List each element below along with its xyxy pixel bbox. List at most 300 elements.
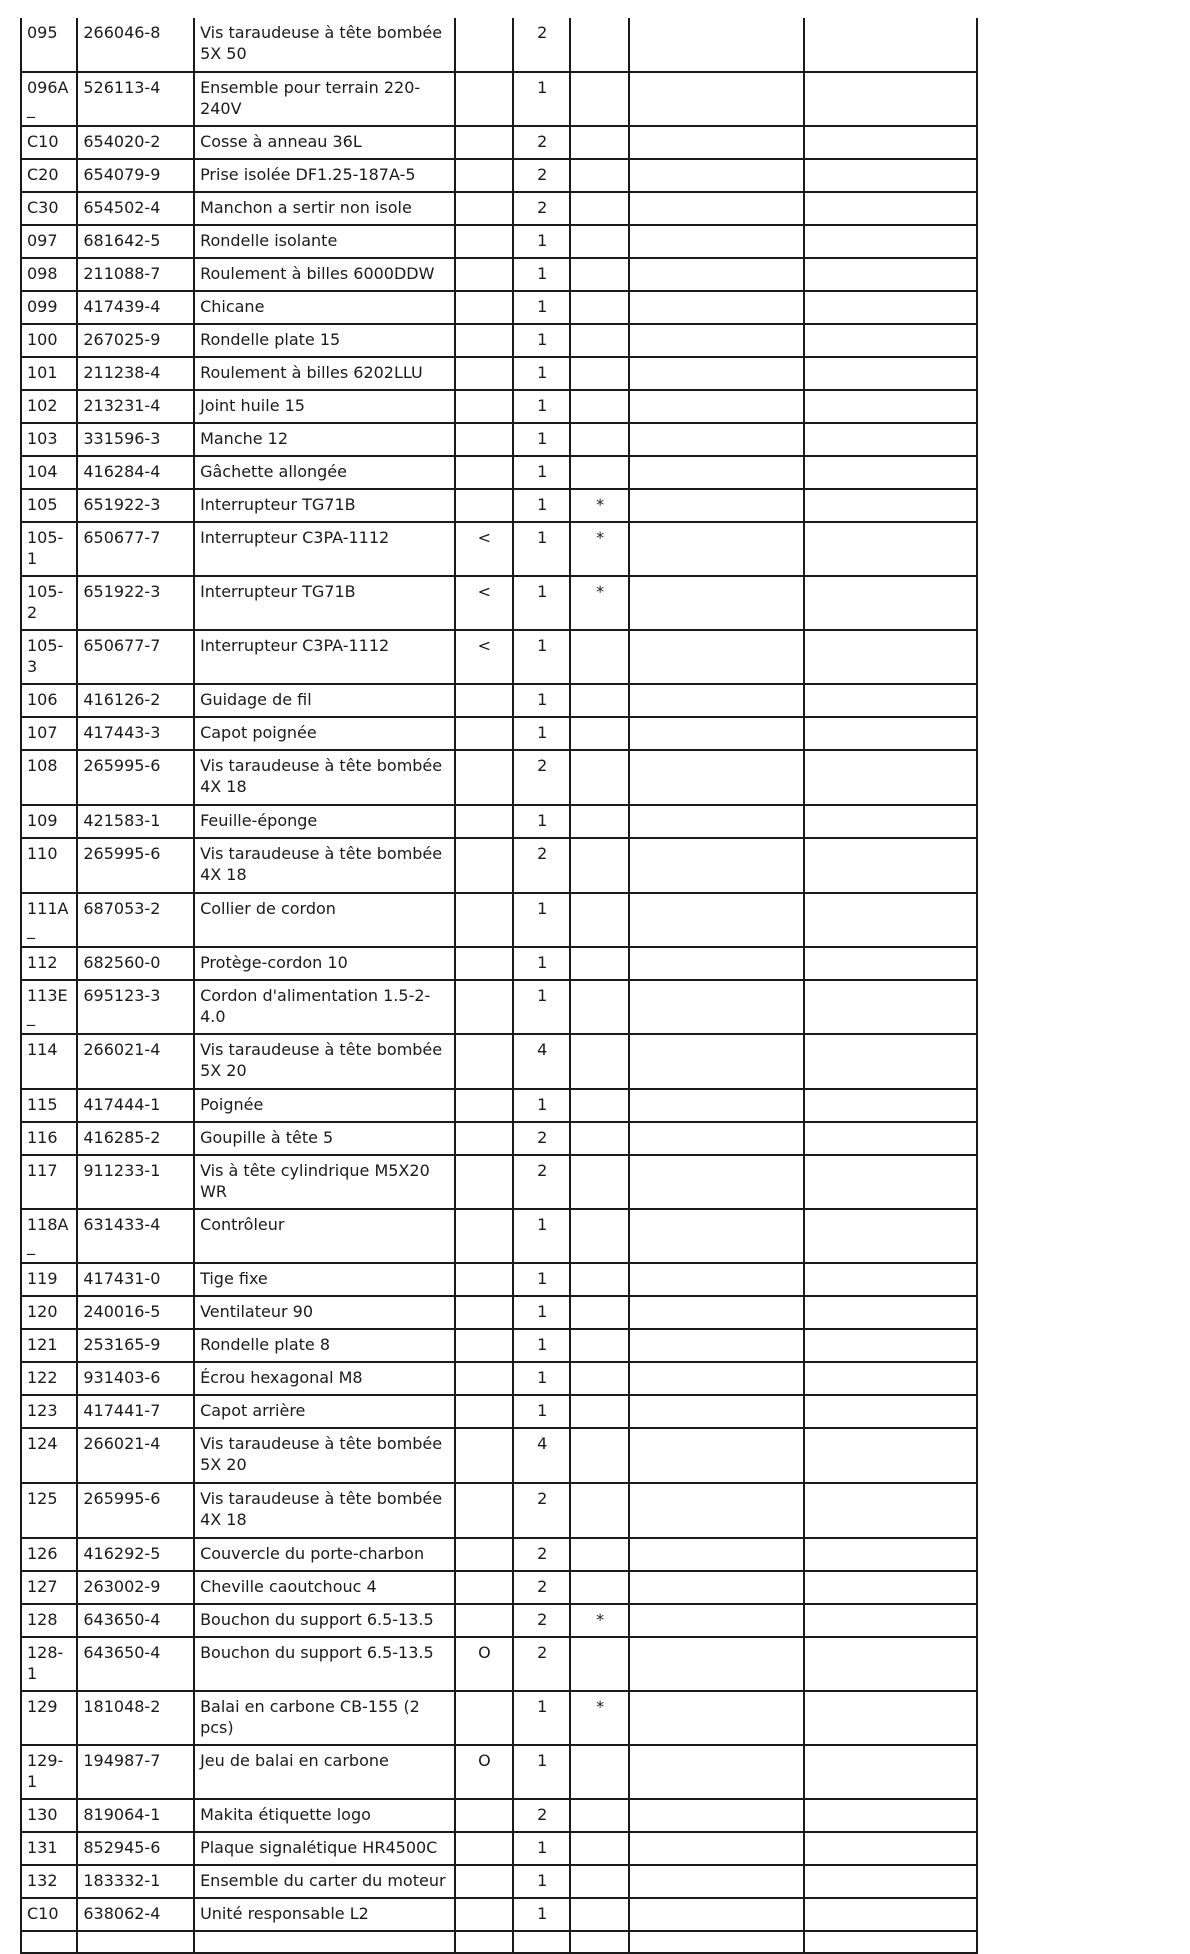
- note-cell: [570, 1865, 628, 1898]
- item-number-cell: 121: [21, 1329, 77, 1362]
- item-number-cell: 105-1: [21, 522, 77, 576]
- part-number-cell: 265995-6: [77, 1483, 194, 1538]
- blank-cell: [804, 1209, 977, 1263]
- quantity-cell: 2: [513, 1637, 570, 1691]
- item-number-cell: 110: [21, 838, 77, 893]
- table-row: [21, 225, 977, 258]
- blank-cell: [804, 1865, 977, 1898]
- note-cell: [570, 192, 628, 225]
- code-cell: [455, 456, 513, 489]
- quantity-cell: 4: [513, 1034, 570, 1089]
- note-cell: [570, 423, 628, 456]
- quantity-cell: 1: [513, 1209, 570, 1263]
- table-row: [21, 893, 977, 947]
- code-cell: [455, 893, 513, 947]
- table-row: [21, 1209, 977, 1263]
- item-number-cell: 107: [21, 717, 77, 750]
- note-cell: [570, 1745, 628, 1799]
- description-cell: Bouchon du support 6.5-13.5: [194, 1604, 455, 1637]
- blank-cell: [804, 225, 977, 258]
- table-row: [21, 1898, 977, 1931]
- part-number-cell: 695123-3: [77, 980, 194, 1034]
- blank-cell: [629, 324, 804, 357]
- description-cell: Couvercle du porte-charbon: [194, 1538, 455, 1571]
- code-cell: [455, 1604, 513, 1637]
- blank-cell: [77, 1931, 194, 1953]
- code-cell: [455, 1799, 513, 1832]
- code-cell: [455, 1329, 513, 1362]
- blank-cell: [804, 18, 977, 72]
- table-row: [21, 18, 977, 72]
- item-number-cell: 096A_: [21, 72, 77, 126]
- table-row: [21, 1034, 977, 1089]
- quantity-cell: 1: [513, 947, 570, 980]
- blank-cell: [629, 1898, 804, 1931]
- blank-cell: [804, 159, 977, 192]
- quantity-cell: 1: [513, 324, 570, 357]
- blank-cell: [629, 980, 804, 1034]
- table-row: [21, 1362, 977, 1395]
- table-row: [21, 750, 977, 805]
- description-cell: Vis taraudeuse à tête bombée 4X 18: [194, 750, 455, 805]
- table-row: [21, 126, 977, 159]
- table-row: [21, 1263, 977, 1296]
- description-cell: Roulement à billes 6000DDW: [194, 258, 455, 291]
- blank-cell: [804, 947, 977, 980]
- quantity-cell: 1: [513, 717, 570, 750]
- note-cell: [570, 1155, 628, 1209]
- item-number-cell: 128-1: [21, 1637, 77, 1691]
- quantity-cell: 1: [513, 423, 570, 456]
- code-cell: [455, 805, 513, 838]
- blank-cell: [804, 423, 977, 456]
- part-number-cell: 211238-4: [77, 357, 194, 390]
- description-cell: Vis taraudeuse à tête bombée 5X 20: [194, 1428, 455, 1483]
- blank-cell: [804, 893, 977, 947]
- description-cell: Interrupteur TG71B: [194, 576, 455, 630]
- code-cell: [455, 1832, 513, 1865]
- note-cell: [570, 291, 628, 324]
- blank-cell: [804, 805, 977, 838]
- code-cell: [455, 1898, 513, 1931]
- table-row: [21, 1865, 977, 1898]
- table-row: [21, 947, 977, 980]
- part-number-cell: 253165-9: [77, 1329, 194, 1362]
- item-number-cell: 106: [21, 684, 77, 717]
- note-cell: [570, 1395, 628, 1428]
- description-cell: Vis taraudeuse à tête bombée 5X 20: [194, 1034, 455, 1089]
- item-number-cell: 120: [21, 1296, 77, 1329]
- note-cell: [570, 717, 628, 750]
- item-number-cell: 103: [21, 423, 77, 456]
- description-cell: Vis taraudeuse à tête bombée 4X 18: [194, 1483, 455, 1538]
- note-cell: [570, 324, 628, 357]
- description-cell: Cordon d'alimentation 1.5-2-4.0: [194, 980, 455, 1034]
- code-cell: [455, 1209, 513, 1263]
- blank-cell: [804, 630, 977, 684]
- description-cell: Protège-cordon 10: [194, 947, 455, 980]
- item-number-cell: 123: [21, 1395, 77, 1428]
- blank-cell: [629, 1571, 804, 1604]
- blank-cell: [804, 1931, 977, 1953]
- blank-cell: [629, 1296, 804, 1329]
- quantity-cell: 1: [513, 1263, 570, 1296]
- blank-cell: [804, 1538, 977, 1571]
- part-number-cell: 931403-6: [77, 1362, 194, 1395]
- item-number-cell: 098: [21, 258, 77, 291]
- part-number-cell: 331596-3: [77, 423, 194, 456]
- part-number-cell: 687053-2: [77, 893, 194, 947]
- item-number-cell: 097: [21, 225, 77, 258]
- note-cell: [570, 258, 628, 291]
- note-cell: [570, 1898, 628, 1931]
- blank-cell: [629, 1832, 804, 1865]
- blank-cell: [455, 1931, 513, 1953]
- quantity-cell: 2: [513, 750, 570, 805]
- code-cell: [455, 489, 513, 522]
- blank-cell: [804, 1034, 977, 1089]
- table-row: [21, 324, 977, 357]
- blank-cell: [804, 1745, 977, 1799]
- quantity-cell: 1: [513, 630, 570, 684]
- description-cell: Balai en carbone CB-155 (2 pcs): [194, 1691, 455, 1745]
- description-cell: Poignée: [194, 1089, 455, 1122]
- code-cell: [455, 159, 513, 192]
- part-number-cell: 681642-5: [77, 225, 194, 258]
- quantity-cell: 1: [513, 1691, 570, 1745]
- item-number-cell: 114: [21, 1034, 77, 1089]
- blank-cell: [629, 258, 804, 291]
- part-number-cell: 181048-2: [77, 1691, 194, 1745]
- part-number-cell: 416285-2: [77, 1122, 194, 1155]
- description-cell: Contrôleur: [194, 1209, 455, 1263]
- code-cell: [455, 72, 513, 126]
- description-cell: Gâchette allongée: [194, 456, 455, 489]
- blank-cell: [629, 947, 804, 980]
- blank-cell: [629, 1362, 804, 1395]
- note-cell: [570, 805, 628, 838]
- quantity-cell: 2: [513, 1604, 570, 1637]
- code-cell: [455, 684, 513, 717]
- blank-cell: [629, 456, 804, 489]
- table-row: [21, 576, 977, 630]
- blank-cell: [804, 357, 977, 390]
- item-number-cell: C30: [21, 192, 77, 225]
- code-cell: [455, 838, 513, 893]
- item-number-cell: 122: [21, 1362, 77, 1395]
- description-cell: Joint huile 15: [194, 390, 455, 423]
- table-row: [21, 1832, 977, 1865]
- table-row: [21, 717, 977, 750]
- item-number-cell: 099: [21, 291, 77, 324]
- blank-cell: [804, 684, 977, 717]
- table-row: [21, 258, 977, 291]
- blank-cell: [629, 838, 804, 893]
- part-number-cell: 651922-3: [77, 576, 194, 630]
- item-number-cell: 105-3: [21, 630, 77, 684]
- blank-cell: [629, 684, 804, 717]
- description-cell: Prise isolée DF1.25-187A-5: [194, 159, 455, 192]
- note-cell: [570, 357, 628, 390]
- note-cell: [570, 1296, 628, 1329]
- part-number-cell: 526113-4: [77, 72, 194, 126]
- table-row: [21, 1691, 977, 1745]
- blank-cell: [804, 1089, 977, 1122]
- code-cell: [455, 980, 513, 1034]
- code-cell: [455, 423, 513, 456]
- quantity-cell: 1: [513, 1296, 570, 1329]
- table-row: [21, 1329, 977, 1362]
- quantity-cell: 1: [513, 489, 570, 522]
- note-cell: [570, 1089, 628, 1122]
- part-number-cell: 417444-1: [77, 1089, 194, 1122]
- table-row: [21, 1538, 977, 1571]
- description-cell: Vis taraudeuse à tête bombée 5X 50: [194, 18, 455, 72]
- blank-cell: [629, 630, 804, 684]
- blank-cell: [513, 1931, 570, 1953]
- code-cell: [455, 1034, 513, 1089]
- part-number-cell: 417443-3: [77, 717, 194, 750]
- quantity-cell: 1: [513, 1362, 570, 1395]
- note-cell: [570, 18, 628, 72]
- part-number-cell: 263002-9: [77, 1571, 194, 1604]
- blank-cell: [629, 893, 804, 947]
- item-number-cell: 119: [21, 1263, 77, 1296]
- blank-cell: [629, 159, 804, 192]
- part-number-cell: 266021-4: [77, 1034, 194, 1089]
- quantity-cell: 1: [513, 291, 570, 324]
- description-cell: Jeu de balai en carbone: [194, 1745, 455, 1799]
- blank-cell: [629, 192, 804, 225]
- blank-cell: [629, 357, 804, 390]
- quantity-cell: 2: [513, 18, 570, 72]
- blank-cell: [629, 423, 804, 456]
- code-cell: <: [455, 576, 513, 630]
- part-number-cell: 194987-7: [77, 1745, 194, 1799]
- description-cell: Interrupteur C3PA-1112: [194, 630, 455, 684]
- description-cell: Capot arrière: [194, 1395, 455, 1428]
- code-cell: [455, 750, 513, 805]
- blank-cell: [804, 390, 977, 423]
- part-number-cell: 819064-1: [77, 1799, 194, 1832]
- quantity-cell: 1: [513, 1395, 570, 1428]
- quantity-cell: 1: [513, 225, 570, 258]
- blank-cell: [804, 1483, 977, 1538]
- table-row: [21, 1395, 977, 1428]
- blank-cell: [629, 1089, 804, 1122]
- item-number-cell: 113E_: [21, 980, 77, 1034]
- blank-cell: [629, 805, 804, 838]
- part-number-cell: 213231-4: [77, 390, 194, 423]
- note-cell: [570, 684, 628, 717]
- table-row: [21, 1155, 977, 1209]
- blank-cell: [629, 1329, 804, 1362]
- blank-cell: [804, 1395, 977, 1428]
- note-cell: [570, 1122, 628, 1155]
- quantity-cell: 2: [513, 126, 570, 159]
- table-row: [21, 423, 977, 456]
- quantity-cell: 1: [513, 1329, 570, 1362]
- code-cell: [455, 1296, 513, 1329]
- table-row: [21, 522, 977, 576]
- description-cell: Rondelle isolante: [194, 225, 455, 258]
- item-number-cell: 124: [21, 1428, 77, 1483]
- item-number-cell: 109: [21, 805, 77, 838]
- blank-cell: [629, 1538, 804, 1571]
- code-cell: [455, 1428, 513, 1483]
- description-cell: Cheville caoutchouc 4: [194, 1571, 455, 1604]
- blank-cell: [804, 1571, 977, 1604]
- blank-cell: [804, 1832, 977, 1865]
- blank-cell: [629, 126, 804, 159]
- quantity-cell: 1: [513, 258, 570, 291]
- note-cell: [570, 630, 628, 684]
- part-number-cell: 852945-6: [77, 1832, 194, 1865]
- blank-cell: [804, 489, 977, 522]
- part-number-cell: 416284-4: [77, 456, 194, 489]
- part-number-cell: 240016-5: [77, 1296, 194, 1329]
- code-cell: [455, 1263, 513, 1296]
- item-number-cell: 131: [21, 1832, 77, 1865]
- description-cell: Goupille à tête 5: [194, 1122, 455, 1155]
- table-row: [21, 838, 977, 893]
- blank-cell: [629, 72, 804, 126]
- note-cell: [570, 1799, 628, 1832]
- code-cell: [455, 324, 513, 357]
- quantity-cell: 2: [513, 1155, 570, 1209]
- code-cell: [455, 1483, 513, 1538]
- description-cell: Manche 12: [194, 423, 455, 456]
- part-number-cell: 267025-9: [77, 324, 194, 357]
- table-row: [21, 1799, 977, 1832]
- item-number-cell: 118A_: [21, 1209, 77, 1263]
- note-cell: [570, 1362, 628, 1395]
- table-row: [21, 1428, 977, 1483]
- blank-cell: [629, 522, 804, 576]
- quantity-cell: 1: [513, 72, 570, 126]
- quantity-cell: 1: [513, 1089, 570, 1122]
- quantity-cell: 1: [513, 576, 570, 630]
- part-number-cell: 266046-8: [77, 18, 194, 72]
- blank-cell: [804, 980, 977, 1034]
- note-cell: [570, 126, 628, 159]
- blank-cell: [629, 225, 804, 258]
- code-cell: [455, 258, 513, 291]
- description-cell: Rondelle plate 15: [194, 324, 455, 357]
- part-number-cell: 631433-4: [77, 1209, 194, 1263]
- item-number-cell: 100: [21, 324, 77, 357]
- blank-cell: [804, 1263, 977, 1296]
- part-number-cell: 421583-1: [77, 805, 194, 838]
- code-cell: <: [455, 522, 513, 576]
- note-cell: [570, 893, 628, 947]
- blank-cell: [804, 1362, 977, 1395]
- code-cell: [455, 1395, 513, 1428]
- description-cell: Rondelle plate 8: [194, 1329, 455, 1362]
- blank-cell: [804, 1604, 977, 1637]
- code-cell: [455, 225, 513, 258]
- code-cell: [455, 1155, 513, 1209]
- description-cell: Ensemble du carter du moteur: [194, 1865, 455, 1898]
- item-number-cell: 095: [21, 18, 77, 72]
- note-cell: *: [570, 576, 628, 630]
- blank-cell: [629, 291, 804, 324]
- note-cell: [570, 1034, 628, 1089]
- item-number-cell: 116: [21, 1122, 77, 1155]
- quantity-cell: 1: [513, 980, 570, 1034]
- item-number-cell: 115: [21, 1089, 77, 1122]
- quantity-cell: 1: [513, 684, 570, 717]
- item-number-cell: 127: [21, 1571, 77, 1604]
- note-cell: [570, 1571, 628, 1604]
- note-cell: [570, 1483, 628, 1538]
- description-cell: Interrupteur C3PA-1112: [194, 522, 455, 576]
- note-cell: *: [570, 1604, 628, 1637]
- item-number-cell: 132: [21, 1865, 77, 1898]
- code-cell: [455, 291, 513, 324]
- item-number-cell: 126: [21, 1538, 77, 1571]
- code-cell: [455, 1362, 513, 1395]
- note-cell: [570, 1209, 628, 1263]
- description-cell: Plaque signalétique HR4500C: [194, 1832, 455, 1865]
- table-row: [21, 456, 977, 489]
- part-number-cell: 265995-6: [77, 750, 194, 805]
- item-number-cell: 111A_: [21, 893, 77, 947]
- part-number-cell: 416126-2: [77, 684, 194, 717]
- code-cell: [455, 1691, 513, 1745]
- note-cell: [570, 159, 628, 192]
- table-row: [21, 192, 977, 225]
- part-number-cell: 651922-3: [77, 489, 194, 522]
- description-cell: Capot poignée: [194, 717, 455, 750]
- quantity-cell: 1: [513, 1865, 570, 1898]
- table-row: [21, 684, 977, 717]
- blank-cell: [804, 324, 977, 357]
- item-number-cell: C20: [21, 159, 77, 192]
- blank-cell: [629, 1604, 804, 1637]
- table-row: [21, 1089, 977, 1122]
- quantity-cell: 2: [513, 1799, 570, 1832]
- blank-cell: [21, 1931, 77, 1953]
- blank-cell: [629, 18, 804, 72]
- description-cell: Chicane: [194, 291, 455, 324]
- parts-table: [20, 18, 978, 1954]
- part-number-cell: 654020-2: [77, 126, 194, 159]
- note-cell: [570, 1329, 628, 1362]
- description-cell: Makita étiquette logo: [194, 1799, 455, 1832]
- blank-cell: [629, 1691, 804, 1745]
- item-number-cell: 117: [21, 1155, 77, 1209]
- table-row: [21, 357, 977, 390]
- note-cell: [570, 1428, 628, 1483]
- blank-cell: [804, 522, 977, 576]
- table-row: [21, 805, 977, 838]
- quantity-cell: 2: [513, 1538, 570, 1571]
- blank-cell: [629, 717, 804, 750]
- quantity-cell: 2: [513, 1571, 570, 1604]
- description-cell: Collier de cordon: [194, 893, 455, 947]
- note-cell: [570, 456, 628, 489]
- blank-cell: [804, 192, 977, 225]
- part-number-cell: 417439-4: [77, 291, 194, 324]
- blank-cell: [629, 390, 804, 423]
- description-cell: Cosse à anneau 36L: [194, 126, 455, 159]
- note-cell: *: [570, 489, 628, 522]
- blank-cell: [629, 1483, 804, 1538]
- description-cell: Roulement à billes 6202LLU: [194, 357, 455, 390]
- note-cell: [570, 838, 628, 893]
- part-number-cell: 654079-9: [77, 159, 194, 192]
